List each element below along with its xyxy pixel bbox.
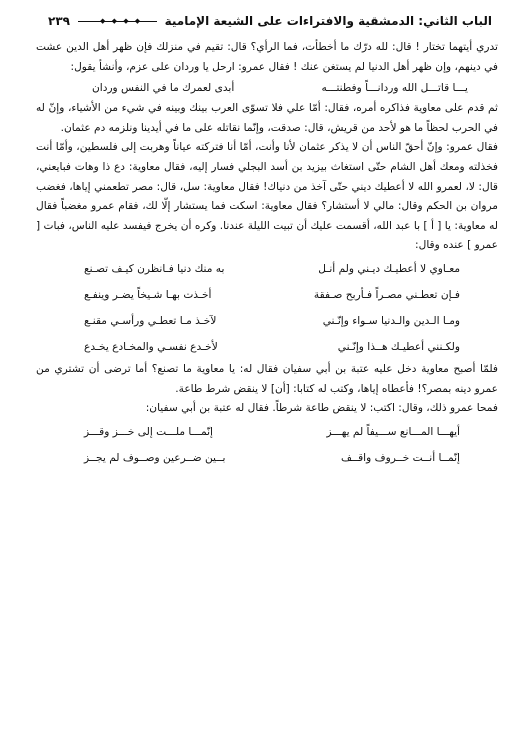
verse-6-second-hemistich: إنّمـــا ملـــت إلى خـــز وقـــز (84, 425, 213, 438)
header-rule (78, 16, 157, 25)
chapter-title: الباب الثاني: الدمشقية والافتراءات على الشيعة الإمامية (164, 14, 492, 28)
verse-line-2 (36, 256, 498, 282)
diamond-ornament-icon: ◆ ◆ ◆ ◆ (99, 16, 143, 25)
verse-7-first-hemistich: إنّمــا أنــت خــروف واقــف (340, 451, 460, 464)
verse-3-first-hemistich: فـإن تعطـني مصـراً فـأربح صـفقة (313, 288, 460, 301)
verse-4-second-hemistich: لآخـذ مـا تعطـي ورأسـي مقنـع (84, 314, 217, 327)
running-header (36, 10, 498, 32)
verse-6-first-hemistich: أيهـــا المـــانع ســـيفاً لم يهـــز (326, 425, 460, 438)
page-number: ٢٣٩ (48, 14, 70, 28)
verse-line-6 (36, 419, 498, 445)
verse-line-5 (36, 334, 498, 360)
verse-3-second-hemistich: أخـذت بهـا شـيخاً يضـر وينفـع (84, 288, 212, 301)
verse-5-first-hemistich: ولكـنني أعطيـك هــذا وإنّـني (337, 340, 460, 353)
verse-2-second-hemistich: به منك دنيا فـانظرن كيـف تصـنع (84, 262, 225, 275)
verse-line-3 (36, 282, 498, 308)
verse-4-first-hemistich: ومـا الـدين والـدنيا سـواء وإنّـني (322, 314, 460, 327)
verse-line-4 (36, 308, 498, 334)
verse-2-first-hemistich: معـاوي لا أعطيـك ديـني ولم أنـل (318, 262, 460, 275)
paragraph-4: فلمّا أصبح معاوية دخل عليه عتبة بن أبي سفيان فقال له: يا معاوية ما تصنع؟ أما ترضى أن تشتري من عمرو دينه بمصر؟! فأعطاه إياها، وكتب له كتابا: [أن] لا ينقض شرط طاعة. (36, 362, 498, 395)
verse-1-first-hemistich: يـــا قاتـــل الله وردانـــاً وفطنتـــه (321, 82, 468, 95)
verse-line-7 (36, 445, 498, 471)
paragraph-5: فمحا عمرو ذلك، وقال: اكتب: لا ينقض طاعة شرطاً. فقال له عتبة بن أبي سفيان: (145, 402, 498, 415)
paragraph-3: فقال عمرو: وإنّ أحقّ الناس أن لا يذكر عثمان لأنا وأنت، أمّا أنا فتركته عياناً وهربت إلى فلسطين، وأمّا أنت فخذلته ومعك أهل الشام حتّى استغاث بيزيد بن أسد البجلي فسار إليه، فقال معاوية: دع ذا وهات فبايعني، قال: لا، لعمرو الله لا أعطيك ديني حتّى آخذ من دنياك! فقال معاوية: سل، قال: مصر تطعمني إياها، فغضب مروان بن الحكم وقال: مالي لا أستشار؟ فقال معاوية: اسكت فما يستشار إلّا لك، فقام عمرو مغضباً فقال له معاوية: يا [ أ ] با عبد الله، أقسمت عليك أن تبيت الليلة عندنا. وكره أن يخرج فيفسد عليه الناس، فبات [ عمرو ] عنده وقال: (36, 141, 498, 252)
page-body (36, 38, 498, 471)
verse-7-second-hemistich: بــين ضــرعين وصــوف لم يجــز (84, 451, 226, 464)
paragraph-1: تدري أيتهما تختار ! قال: لله درّك ما أخطأت، فما الرأي؟ قال: تقيم في منزلك فإن ظهر أهل الدين عشت في دينهم، وإن ظهر أهل الدنيا لم يستغن عنك ! فقال عمرو: ارحل يا وردان على عزم، وأنشأ يقول: (36, 41, 498, 73)
verse-1-second-hemistich: أبدى لعمرك ما في النفس وردان (92, 82, 235, 95)
verse-line-1 (36, 77, 498, 99)
verse-5-second-hemistich: لأخـدع نفسـي والمخـادع يخـدع (84, 340, 218, 353)
paragraph-2: ثم قدم على معاوية فذاكره أمره، فقال: أمّا علي فلا تسوّى العرب بينك وبينه في شيء من الأشياء، وإنّ له في الحرب لحظاً ما هو لأحد من قريش، قال: صدقت، وإنّما نقاتله على ما في أيدينا ونلزمه دم عثمان. (36, 102, 498, 134)
